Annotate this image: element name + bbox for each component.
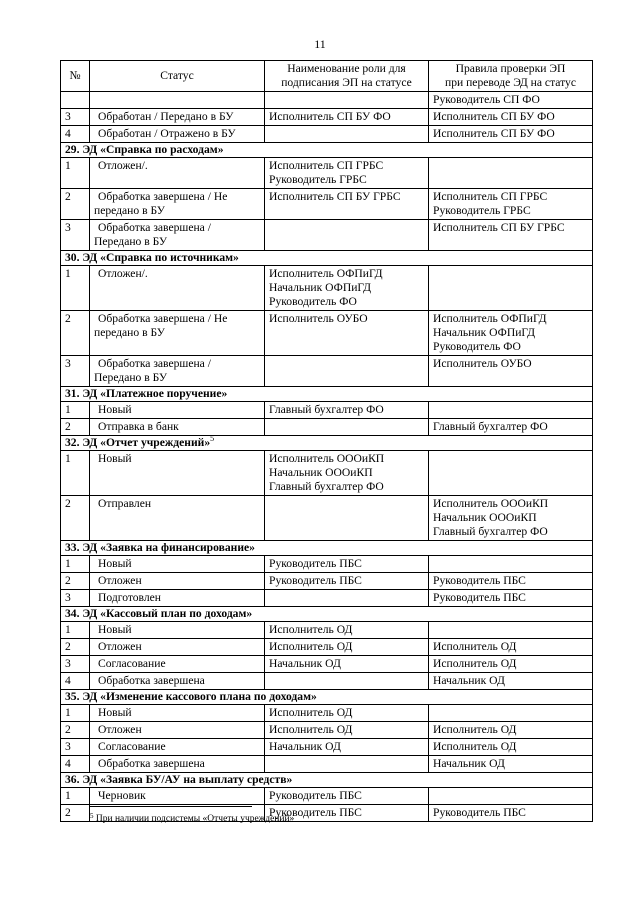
section-title <box>61 773 593 788</box>
footnote-text: При наличии подсистемы «Отчеты учреждений» <box>95 814 295 824</box>
status-line: Отложен <box>98 640 142 653</box>
check-rule-cell <box>429 189 593 220</box>
table-row <box>61 311 593 356</box>
table-row <box>61 705 593 722</box>
role-cell <box>265 266 429 311</box>
role-line: Исполнитель СП ГРБС <box>269 159 384 172</box>
status-cell <box>90 722 265 739</box>
row-number: 1 <box>61 705 90 722</box>
role-line: Начальник ОД <box>269 657 341 670</box>
role-line: Исполнитель СП БУ ГРБС <box>269 190 401 203</box>
check-rule-line: Исполнитель СП БУ ФО <box>433 110 555 123</box>
check-rule-cell <box>429 496 593 541</box>
role-cell <box>265 419 429 436</box>
table-row <box>61 573 593 590</box>
role-cell <box>265 656 429 673</box>
row-number: 3 <box>61 220 90 251</box>
status-cell <box>90 673 265 690</box>
status-line: Обработка завершена / <box>98 221 211 234</box>
check-rule-line: Главный бухгалтер ФО <box>433 525 548 538</box>
check-rule-cell <box>429 556 593 573</box>
status-cell <box>90 573 265 590</box>
row-number <box>61 92 90 109</box>
role-line: Исполнитель ОФПиГД <box>269 267 383 280</box>
role-line: Исполнитель СП БУ ФО <box>269 110 391 123</box>
role-cell <box>265 622 429 639</box>
table-row <box>61 220 593 251</box>
row-number: 1 <box>61 622 90 639</box>
header-role <box>265 61 429 92</box>
check-rule-line: Исполнитель СП БУ ФО <box>433 127 555 140</box>
status-cell <box>90 656 265 673</box>
section-title-text: 29. ЭД «Справка по расходам» <box>65 143 224 156</box>
table-row <box>61 356 593 387</box>
row-number: 1 <box>61 451 90 496</box>
table-row <box>61 451 593 496</box>
table-row <box>61 590 593 607</box>
status-cell <box>90 788 265 805</box>
status-cell <box>90 92 265 109</box>
row-number: 2 <box>61 573 90 590</box>
check-rule-cell <box>429 419 593 436</box>
section-title-text: 36. ЭД «Заявка БУ/АУ на выплату средств» <box>65 773 293 786</box>
footnote-mark: 5 <box>90 812 94 820</box>
status-line: Черновик <box>98 789 146 802</box>
section-title-text: 32. ЭД «Отчет учреждений» <box>65 436 211 449</box>
role-cell <box>265 109 429 126</box>
row-number: 4 <box>61 756 90 773</box>
status-line: Обработка завершена <box>98 674 205 687</box>
check-rule-line: Исполнитель ОФПиГД <box>433 312 547 325</box>
status-line: Отложен/. <box>98 159 148 172</box>
status-line: Отправлен <box>98 497 152 510</box>
status-cell <box>90 356 265 387</box>
status-line: Новый <box>98 623 132 636</box>
table-body <box>61 92 593 822</box>
row-number: 4 <box>61 673 90 690</box>
row-number: 3 <box>61 739 90 756</box>
status-cell <box>90 705 265 722</box>
table-row <box>61 656 593 673</box>
table-row <box>61 556 593 573</box>
role-cell <box>265 126 429 143</box>
footnote-divider <box>90 806 252 807</box>
role-line: Исполнитель ОД <box>269 623 353 636</box>
check-rule-line: Исполнитель СП БУ ГРБС <box>433 221 565 234</box>
section-title <box>61 607 593 622</box>
section-title-text: 30. ЭД «Справка по источникам» <box>65 251 239 264</box>
role-cell <box>265 451 429 496</box>
role-cell <box>265 556 429 573</box>
row-number: 4 <box>61 126 90 143</box>
check-rule-line: Главный бухгалтер ФО <box>433 420 548 433</box>
status-line: Обработка завершена <box>98 757 205 770</box>
row-number: 2 <box>61 496 90 541</box>
role-line: Руководитель ПБС <box>269 789 362 802</box>
check-rule-line: Руководитель ГРБС <box>433 204 531 217</box>
check-rule-line: Руководитель СП ФО <box>433 93 540 106</box>
table-row <box>61 109 593 126</box>
role-cell <box>265 673 429 690</box>
check-rule-line: Руководитель ФО <box>433 340 521 353</box>
status-cell <box>90 756 265 773</box>
check-rule-cell <box>429 573 593 590</box>
check-rule-cell <box>429 158 593 189</box>
role-cell <box>265 739 429 756</box>
check-rule-line: Начальник ОООиКП <box>433 511 537 524</box>
status-line: Отложен <box>98 574 142 587</box>
section-title <box>61 143 593 158</box>
role-cell <box>265 402 429 419</box>
row-number: 1 <box>61 158 90 189</box>
row-number: 3 <box>61 656 90 673</box>
table-row <box>61 419 593 436</box>
header-role-line: подписания ЭП на статусе <box>281 76 412 89</box>
status-line: Передано в БУ <box>94 235 168 248</box>
status-cell <box>90 189 265 220</box>
status-line: Обработан / Передано в БУ <box>98 110 234 123</box>
check-rule-cell <box>429 356 593 387</box>
status-line: передано в БУ <box>94 204 165 217</box>
status-cell <box>90 451 265 496</box>
role-line: Исполнитель ОД <box>269 723 353 736</box>
header-row <box>61 61 593 92</box>
check-rule-cell <box>429 788 593 805</box>
section-row <box>61 541 593 556</box>
status-cell <box>90 590 265 607</box>
role-line: Руководитель ПБС <box>269 574 362 587</box>
check-rule-line: Руководитель ПБС <box>433 574 526 587</box>
row-number: 2 <box>61 311 90 356</box>
check-rule-cell <box>429 639 593 656</box>
header-rules <box>429 61 593 92</box>
section-row <box>61 387 593 402</box>
row-number: 3 <box>61 356 90 387</box>
role-cell <box>265 590 429 607</box>
footnote <box>90 813 294 825</box>
check-rule-line: Исполнитель ОД <box>433 723 517 736</box>
status-table <box>60 60 593 822</box>
status-line: Новый <box>98 452 132 465</box>
check-rule-cell <box>429 756 593 773</box>
check-rule-cell <box>429 722 593 739</box>
table-row <box>61 496 593 541</box>
table-row <box>61 266 593 311</box>
role-line: Главный бухгалтер ФО <box>269 403 384 416</box>
status-line: Отложен <box>98 723 142 736</box>
status-line: Обработан / Отражено в БУ <box>98 127 236 140</box>
section-title <box>61 690 593 705</box>
section-row <box>61 690 593 705</box>
status-line: Согласование <box>98 657 166 670</box>
check-rule-cell <box>429 92 593 109</box>
check-rule-cell <box>429 590 593 607</box>
role-line: Главный бухгалтер ФО <box>269 480 384 493</box>
check-rule-cell <box>429 311 593 356</box>
status-cell <box>90 739 265 756</box>
table-row <box>61 739 593 756</box>
check-rule-cell <box>429 739 593 756</box>
status-cell <box>90 220 265 251</box>
role-line: Начальник ОД <box>269 740 341 753</box>
role-line: Начальник ОФПиГД <box>269 281 371 294</box>
section-title <box>61 541 593 556</box>
check-rule-cell <box>429 622 593 639</box>
section-title-text: 34. ЭД «Кассовый план по доходам» <box>65 607 253 620</box>
section-row <box>61 143 593 158</box>
check-rule-cell <box>429 266 593 311</box>
section-title-text: 33. ЭД «Заявка на финансирование» <box>65 541 255 554</box>
section-title <box>61 436 593 451</box>
section-row <box>61 607 593 622</box>
table-row <box>61 756 593 773</box>
role-cell <box>265 311 429 356</box>
row-number: 3 <box>61 590 90 607</box>
role-line: Исполнитель ОООиКП <box>269 452 385 465</box>
row-number: 1 <box>61 556 90 573</box>
header-status: Статус <box>90 61 265 92</box>
status-line: передано в БУ <box>94 326 165 339</box>
check-rule-line: Исполнитель СП ГРБС <box>433 190 548 203</box>
role-line: Руководитель ПБС <box>269 806 362 819</box>
role-line: Начальник ОООиКП <box>269 466 373 479</box>
role-cell <box>265 788 429 805</box>
role-cell <box>265 705 429 722</box>
status-line: Передано в БУ <box>94 371 168 384</box>
header-rules-line: Правила проверки ЭП <box>455 62 566 75</box>
status-line: Отложен/. <box>98 267 148 280</box>
check-rule-line: Исполнитель ОУБО <box>433 357 532 370</box>
check-rule-cell <box>429 805 593 822</box>
section-row <box>61 251 593 266</box>
status-line: Отправка в банк <box>98 420 179 433</box>
role-cell <box>265 496 429 541</box>
status-cell <box>90 622 265 639</box>
status-cell <box>90 419 265 436</box>
row-number: 1 <box>61 788 90 805</box>
status-cell <box>90 639 265 656</box>
check-rule-line: Начальник ОД <box>433 674 505 687</box>
check-rule-line: Исполнитель ОД <box>433 657 517 670</box>
status-cell <box>90 266 265 311</box>
row-number: 2 <box>61 639 90 656</box>
header-num: № <box>61 61 90 92</box>
check-rule-line: Исполнитель ОД <box>433 740 517 753</box>
section-row <box>61 436 593 451</box>
role-cell <box>265 356 429 387</box>
role-line: Руководитель ФО <box>269 295 357 308</box>
header-role-line: Наименование роли для <box>287 62 406 75</box>
table-row <box>61 126 593 143</box>
role-cell <box>265 92 429 109</box>
row-number: 3 <box>61 109 90 126</box>
status-cell <box>90 556 265 573</box>
role-cell <box>265 639 429 656</box>
row-number: 1 <box>61 402 90 419</box>
check-rule-line: Исполнитель ОД <box>433 640 517 653</box>
status-cell <box>90 126 265 143</box>
section-row <box>61 773 593 788</box>
table-row <box>61 722 593 739</box>
role-line: Исполнитель ОУБО <box>269 312 368 325</box>
status-cell <box>90 158 265 189</box>
status-line: Подготовлен <box>98 591 162 604</box>
check-rule-cell <box>429 705 593 722</box>
page-number: 11 <box>314 37 326 51</box>
status-line: Новый <box>98 403 132 416</box>
status-cell <box>90 109 265 126</box>
status-cell <box>90 496 265 541</box>
role-line: Руководитель ГРБС <box>269 173 367 186</box>
role-line: Исполнитель ОД <box>269 640 353 653</box>
role-cell <box>265 756 429 773</box>
row-number: 2 <box>61 722 90 739</box>
check-rule-cell <box>429 109 593 126</box>
status-cell <box>90 402 265 419</box>
check-rule-cell <box>429 402 593 419</box>
status-line: Согласование <box>98 740 166 753</box>
role-line: Руководитель ПБС <box>269 557 362 570</box>
status-line: Обработка завершена / Не <box>98 312 228 325</box>
check-rule-cell <box>429 126 593 143</box>
check-rule-line: Начальник ОФПиГД <box>433 326 535 339</box>
check-rule-cell <box>429 673 593 690</box>
check-rule-cell <box>429 656 593 673</box>
status-line: Новый <box>98 706 132 719</box>
section-title <box>61 387 593 402</box>
role-cell <box>265 573 429 590</box>
role-cell <box>265 220 429 251</box>
table-row <box>61 639 593 656</box>
check-rule-line: Начальник ОД <box>433 757 505 770</box>
section-title-text: 31. ЭД «Платежное поручение» <box>65 387 228 400</box>
status-line: Обработка завершена / Не <box>98 190 228 203</box>
table-row <box>61 788 593 805</box>
table-row <box>61 673 593 690</box>
role-cell <box>265 189 429 220</box>
footnote-reference: 5 <box>210 434 215 443</box>
role-cell <box>265 158 429 189</box>
row-number: 2 <box>61 189 90 220</box>
check-rule-line: Руководитель ПБС <box>433 591 526 604</box>
row-number: 2 <box>61 419 90 436</box>
row-number: 2 <box>61 805 90 822</box>
role-cell <box>265 722 429 739</box>
table-row <box>61 189 593 220</box>
check-rule-line: Руководитель ПБС <box>433 806 526 819</box>
status-cell <box>90 311 265 356</box>
header-rules-line: при переводе ЭД на статус <box>445 76 576 89</box>
check-rule-cell <box>429 451 593 496</box>
section-title <box>61 251 593 266</box>
section-title-text: 35. ЭД «Изменение кассового плана по доходам» <box>65 690 317 703</box>
row-number: 1 <box>61 266 90 311</box>
status-line: Обработка завершена / <box>98 357 211 370</box>
table-row <box>61 92 593 109</box>
role-line: Исполнитель ОД <box>269 706 353 719</box>
check-rule-line: Исполнитель ОООиКП <box>433 497 549 510</box>
table-row <box>61 622 593 639</box>
table-row <box>61 402 593 419</box>
table-row <box>61 158 593 189</box>
check-rule-cell <box>429 220 593 251</box>
status-line: Новый <box>98 557 132 570</box>
